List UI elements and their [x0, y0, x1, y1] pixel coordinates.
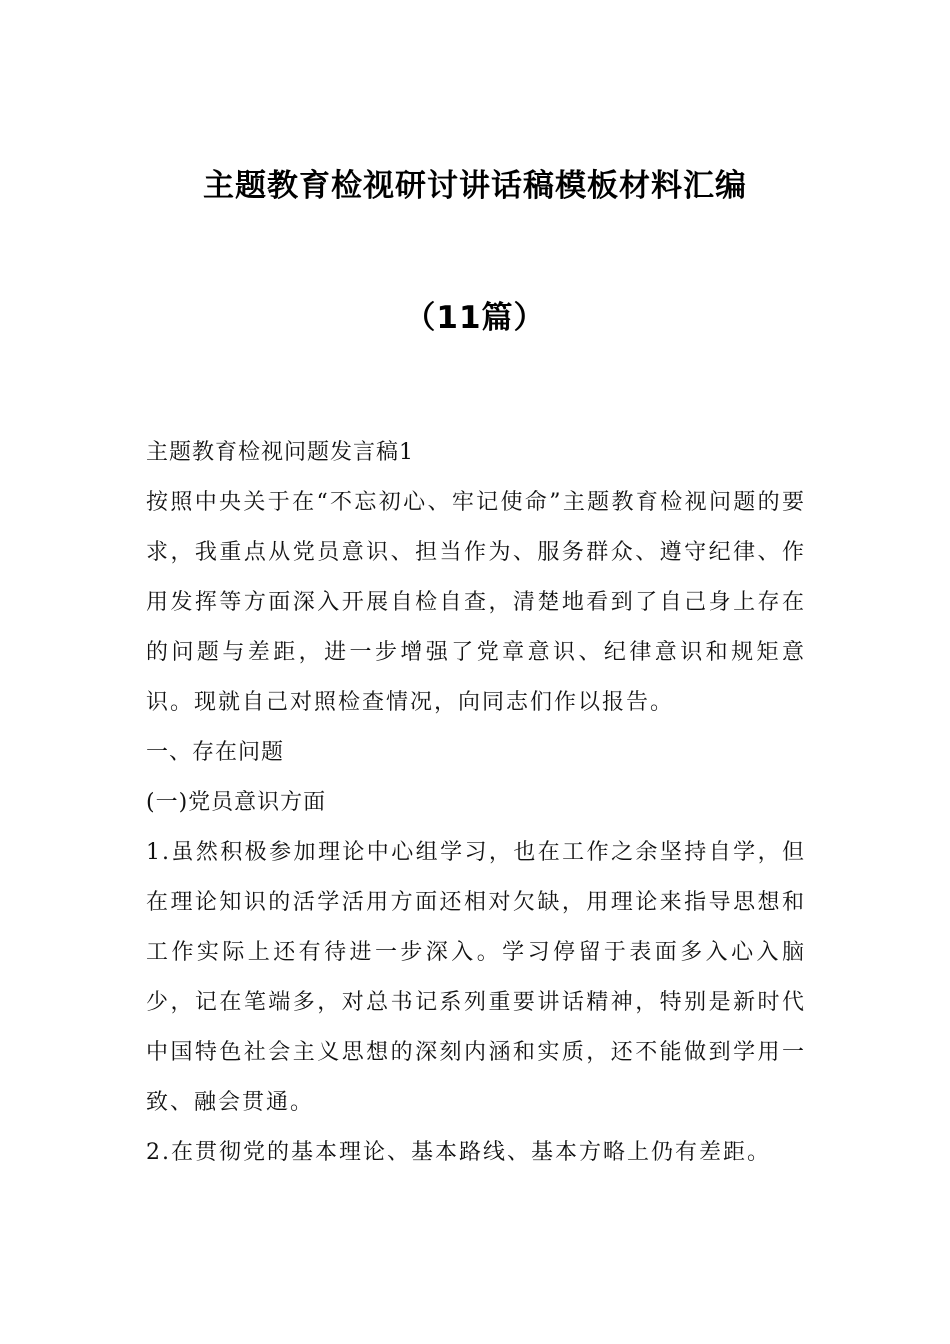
section-title: 主题教育检视问题发言稿1	[146, 440, 414, 465]
section-heading: 一、存在问题	[146, 740, 285, 765]
subsection-heading: (一)党员意识方面	[146, 790, 327, 815]
intro-paragraph: 按照中央关于在“不忘初心、牢记使命”主题教育检视问题的要求，我重点从党员意识、担当作为、服务群众、遵守纪律、作用发挥等方面深入开展自检自查，清楚地看到了自己身上存在的问题与差距，进一步增强了党章意识、纪律意识和规矩意识。现就自己对照检查情况，向同志们作以报告。	[146, 490, 806, 715]
document-body	[146, 428, 806, 1178]
document-subtitle: （11篇）	[404, 300, 546, 336]
list-item: 2.在贯彻党的基本理论、基本路线、基本方略上仍有差距。	[146, 1140, 771, 1165]
document-title: 主题教育检视研讨讲话稿模板材料汇编	[203, 168, 747, 204]
list-item: 1.虽然积极参加理论中心组学习，也在工作之余坚持自学，但在理论知识的活学活用方面还相对欠缺，用理论来指导思想和工作实际上还有待进一步深入。学习停留于表面多入心入脑少，记在笔端多，对总书记系列重要讲话精神，特别是新时代中国特色社会主义思想的深刻内涵和实质，还不能做到学用一致、融会贯通。	[146, 840, 806, 1115]
